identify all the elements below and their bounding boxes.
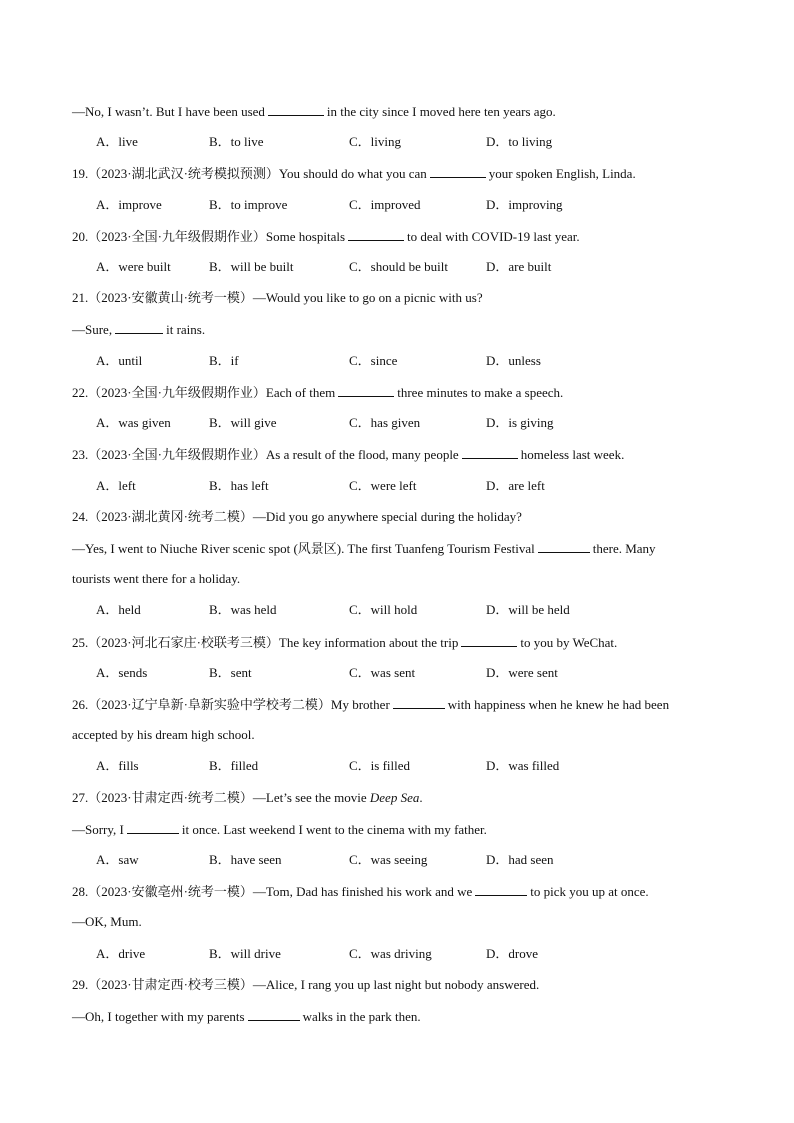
q25-question: [72, 634, 720, 651]
q25-option-c[interactable]: C．was sent: [349, 665, 416, 680]
q19-number: 19.: [72, 166, 89, 181]
q21-option-b[interactable]: B．if: [209, 353, 239, 368]
q28-option-d[interactable]: D．drove: [486, 946, 538, 961]
q27-blank: [127, 821, 179, 834]
q20-option-d[interactable]: D．are built: [486, 259, 552, 274]
q18-option-a[interactable]: A．live: [96, 134, 138, 149]
q21-text: —Would you like to go on a picnic with us?: [252, 290, 483, 305]
q27-options: [96, 852, 720, 868]
q19-text-b: your spoken English, Linda.: [488, 166, 636, 181]
q20-text-b: to deal with COVID-19 last year.: [407, 229, 580, 244]
q26-blank: [393, 696, 445, 709]
q23-source: （2023·全国·九年级假期作业）: [88, 447, 266, 462]
q24-option-c[interactable]: C．will hold: [349, 602, 418, 617]
q21-option-d[interactable]: D．unless: [486, 353, 541, 368]
q20-text-a: Some hospitals: [265, 229, 346, 244]
q22-text-a: Each of them: [265, 385, 336, 400]
q18-answer-line: [72, 103, 720, 120]
q18-option-c[interactable]: C．living: [349, 134, 402, 149]
q22-source: （2023·全国·九年级假期作业）: [88, 385, 266, 400]
q21-options: [96, 353, 720, 369]
q25-option-b[interactable]: B．sent: [209, 665, 252, 680]
q26-text-a: My brother: [330, 697, 390, 712]
q19-option-b[interactable]: B．to improve: [209, 197, 288, 212]
q27-text-a: —Let’s see the movie: [252, 790, 367, 805]
q29-question: [72, 977, 720, 993]
q28-line2: [72, 914, 720, 930]
q20-option-a[interactable]: A．were built: [96, 259, 171, 274]
q19-text-a: You should do what you can: [278, 166, 427, 181]
q22-blank: [338, 384, 394, 397]
q18-option-b[interactable]: B．to live: [209, 134, 264, 149]
q27-option-c[interactable]: C．was seeing: [349, 852, 428, 867]
q28-blank: [475, 883, 527, 896]
q19-source: （2023·湖北武汉·统考模拟预测）: [88, 166, 279, 181]
q24-option-d[interactable]: D．will be held: [486, 602, 570, 617]
q23-option-c[interactable]: C．were left: [349, 478, 417, 493]
q27-option-a[interactable]: A．saw: [96, 852, 139, 867]
q24-number: 24.: [72, 509, 89, 524]
q25-source: （2023·河北石家庄·校联考三模）: [88, 635, 279, 650]
q21-answer-line: [72, 321, 720, 338]
q27-line2-a: —Sorry, I: [72, 822, 124, 837]
q21-line2-b: it rains.: [166, 322, 206, 337]
q28-option-c[interactable]: C．was driving: [349, 946, 432, 961]
q23-question: [72, 446, 720, 463]
q23-option-a[interactable]: A．left: [96, 478, 136, 493]
q18-option-d[interactable]: D．to living: [486, 134, 553, 149]
q24-options: [96, 602, 720, 618]
q27-text-b: .: [419, 790, 423, 805]
q28-source: （2023·安徽亳州·统考一模）: [88, 884, 253, 899]
q28-option-b[interactable]: B．will drive: [209, 946, 281, 961]
q28-line2-text: —OK, Mum.: [72, 914, 142, 929]
q20-blank: [348, 228, 404, 241]
q29-answer-line: [72, 1008, 720, 1025]
q26-option-b[interactable]: B．filled: [209, 758, 259, 773]
q25-options: [96, 665, 720, 681]
q24-line2-b: there. Many: [592, 541, 656, 556]
q28-option-a[interactable]: A．drive: [96, 946, 146, 961]
q19-options: [96, 197, 720, 213]
q22-option-c[interactable]: C．has given: [349, 415, 421, 430]
q21-question: [72, 290, 720, 306]
q24-question: [72, 509, 720, 525]
q23-number: 23.: [72, 447, 89, 462]
q19-option-c[interactable]: C．improved: [349, 197, 421, 212]
q24-line3-text: tourists went there for a holiday.: [72, 571, 241, 586]
q22-question: [72, 384, 720, 401]
q19-option-a[interactable]: A．improve: [96, 197, 162, 212]
q24-line3: [72, 571, 720, 587]
q22-option-a[interactable]: A．was given: [96, 415, 171, 430]
q22-number: 22.: [72, 385, 89, 400]
q22-option-d[interactable]: D．is giving: [486, 415, 554, 430]
q20-option-c[interactable]: C．should be built: [349, 259, 448, 274]
q19-blank: [430, 165, 486, 178]
q26-option-d[interactable]: D．was filled: [486, 758, 560, 773]
q20-option-b[interactable]: B．will be built: [209, 259, 294, 274]
q29-number: 29.: [72, 977, 89, 992]
q26-source: （2023·辽宁阜新·阜新实验中学校考二模）: [88, 697, 331, 712]
q23-option-b[interactable]: B．has left: [209, 478, 269, 493]
q27-number: 27.: [72, 790, 89, 805]
q25-blank: [461, 634, 517, 647]
q20-options: [96, 259, 720, 275]
q21-option-c[interactable]: C．since: [349, 353, 398, 368]
q27-question: [72, 790, 720, 806]
q18-text-b: in the city since I moved here ten years ago.: [326, 104, 556, 119]
q21-source: （2023·安徽黄山·统考一模）: [88, 290, 253, 305]
q25-text-b: to you by WeChat.: [520, 635, 618, 650]
q25-option-d[interactable]: D．were sent: [486, 665, 558, 680]
q22-text-b: three minutes to make a speech.: [397, 385, 564, 400]
q25-number: 25.: [72, 635, 89, 650]
q27-movie-title: Deep Sea: [369, 790, 420, 805]
q26-option-a[interactable]: A．fills: [96, 758, 139, 773]
q23-blank: [462, 446, 518, 459]
q26-option-c[interactable]: C．is filled: [349, 758, 411, 773]
q28-text-b: to pick you up at once.: [530, 884, 649, 899]
q25-text-a: The key information about the trip: [278, 635, 459, 650]
q26-line2: [72, 727, 720, 743]
q24-option-a[interactable]: A．held: [96, 602, 141, 617]
q23-text-b: homeless last week.: [520, 447, 625, 462]
q28-question: [72, 883, 720, 900]
q28-number: 28.: [72, 884, 89, 899]
q23-option-d[interactable]: D．are left: [486, 478, 545, 493]
q28-options: [96, 946, 720, 962]
q21-line2-a: —Sure,: [72, 322, 113, 337]
q24-option-b[interactable]: B．was held: [209, 602, 277, 617]
q19-option-d[interactable]: D．improving: [486, 197, 563, 212]
q27-source: （2023·甘肃定西·统考二模）: [88, 790, 253, 805]
q26-options: [96, 758, 720, 774]
q28-text-a: —Tom, Dad has finished his work and we: [252, 884, 473, 899]
q29-text: —Alice, I rang you up last night but nobody answered.: [252, 977, 540, 992]
q29-line2-a: —Oh, I together with my parents: [72, 1009, 245, 1024]
q18-text-a: —No, I wasn’t. But I have been used: [72, 104, 265, 119]
q24-blank: [538, 540, 590, 553]
q24-text: —Did you go anywhere special during the holiday?: [252, 509, 522, 524]
q21-number: 21.: [72, 290, 89, 305]
q27-answer-line: [72, 821, 720, 838]
q27-option-b[interactable]: B．have seen: [209, 852, 282, 867]
q20-number: 20.: [72, 229, 89, 244]
q27-line2-b: it once. Last weekend I went to the cinema with my father.: [181, 822, 487, 837]
q24-source: （2023·湖北黄冈·统考二模）: [88, 509, 253, 524]
q18-blank: [268, 103, 324, 116]
q22-option-b[interactable]: B．will give: [209, 415, 277, 430]
q21-blank: [115, 321, 163, 334]
q24-answer-line: [72, 540, 720, 557]
q29-blank: [248, 1008, 300, 1021]
q26-line2-text: accepted by his dream high school.: [72, 727, 255, 742]
q20-question: [72, 228, 720, 245]
q25-option-a[interactable]: A．sends: [96, 665, 148, 680]
q29-line2-b: walks in the park then.: [302, 1009, 421, 1024]
q18-options: [96, 134, 720, 150]
q29-source: （2023·甘肃定西·校考三模）: [88, 977, 253, 992]
q26-question: [72, 696, 720, 713]
q21-option-a[interactable]: A．until: [96, 353, 143, 368]
q27-option-d[interactable]: D．had seen: [486, 852, 554, 867]
q24-line2-a: —Yes, I went to Niuche River scenic spot (风景区). The first Tuanfeng Tourism Festival: [72, 541, 535, 556]
q20-source: （2023·全国·九年级假期作业）: [88, 229, 266, 244]
q19-question: [72, 165, 720, 182]
q23-text-a: As a result of the flood, many people: [265, 447, 459, 462]
q26-number: 26.: [72, 697, 89, 712]
q26-text-b: with happiness when he knew he had been: [447, 697, 670, 712]
q23-options: [96, 478, 720, 494]
q22-options: [96, 415, 720, 431]
